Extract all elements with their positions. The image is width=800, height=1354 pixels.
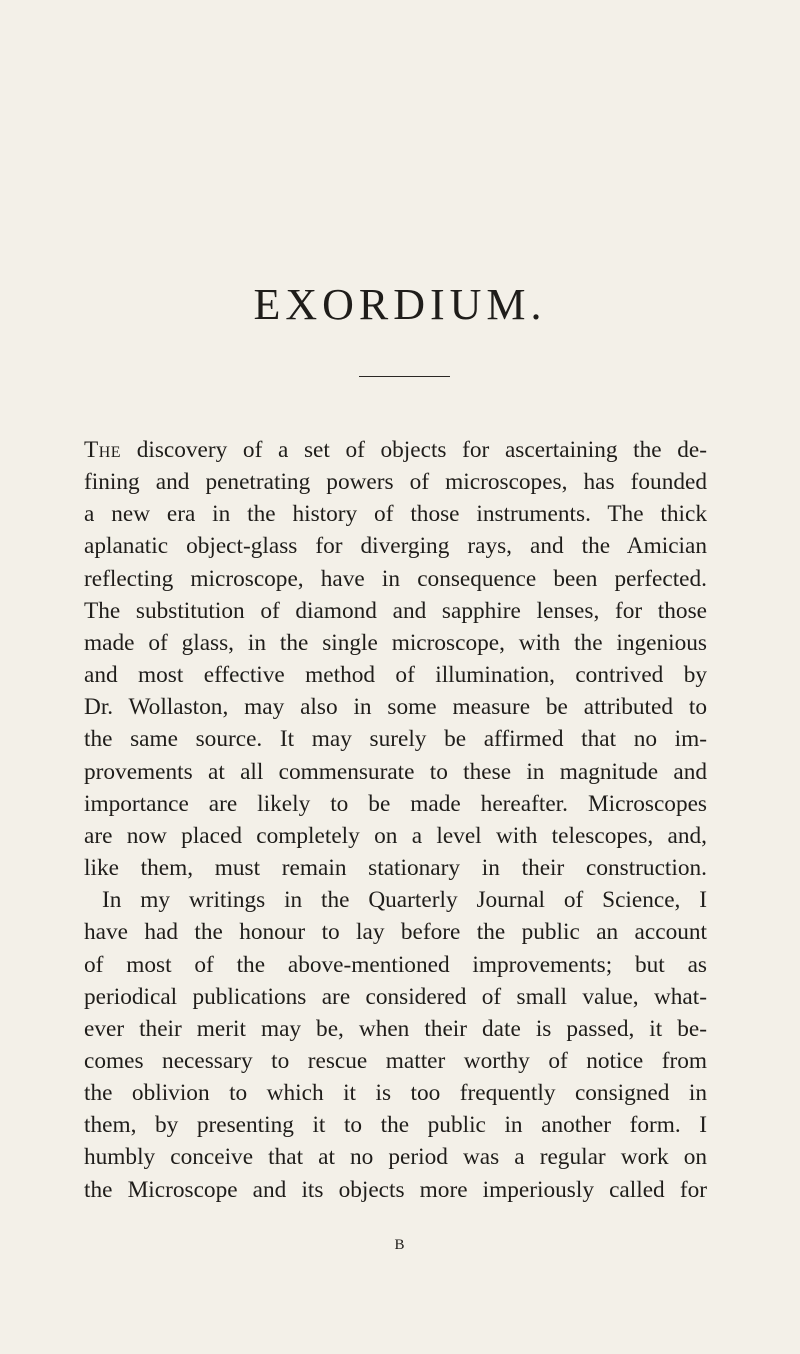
text-line: In my writings in the Quarterly Journal of Science, I <box>102 887 707 914</box>
text-line: Dr. Wollaston, may also in some measure be attributed to <box>84 694 707 721</box>
text-line: reflecting microscope, have in consequence been perfected. <box>84 565 707 592</box>
signature-mark: B <box>394 1237 406 1253</box>
text-line: them, by presenting it to the public in another form. I <box>84 1112 707 1139</box>
text-line: The substitution of diamond and sapphire lenses, for those <box>84 597 707 624</box>
chapter-heading: EXORDIUM. <box>253 280 547 329</box>
text-line: made of glass, in the single microscope, with the ingenious <box>84 629 707 656</box>
text-line: fining and penetrating powers of microscopes, has founded <box>84 469 707 496</box>
text-line: a new era in the history of those instruments. The thick <box>84 501 707 528</box>
text-line: humbly conceive that at no period was a regular work on <box>84 1144 707 1171</box>
text-line: and most effective method of illumination, contrived by <box>84 662 707 689</box>
text-line: have had the honour to lay before the public an account <box>84 919 707 946</box>
paragraph-lead-word: The <box>84 437 122 463</box>
text-line: of most of the above-mentioned improvements; but as <box>84 951 707 978</box>
text-line: the oblivion to which it is too frequently consigned in <box>84 1080 707 1107</box>
text-line: importance are likely to be made hereafter. Microscopes <box>84 790 707 817</box>
text-line: are now placed completely on a level with telescopes, and, <box>84 822 707 849</box>
text-line: aplanatic object-glass for diverging rays, and the Amician <box>84 533 707 560</box>
text-line: like them, must remain stationary in their construction. <box>84 855 707 882</box>
text-line: ever their merit may be, when their date is passed, it be- <box>84 1015 707 1042</box>
heading-rule <box>359 376 450 377</box>
text-line: the same source. It may surely be affirmed that no im- <box>84 726 707 753</box>
body-text <box>84 434 707 1206</box>
text-line: the Microscope and its objects more imperiously called for <box>84 1176 707 1203</box>
text-line: periodical publications are considered of small value, what- <box>84 983 707 1010</box>
text-line: The discovery of a set of objects for ascertaining the de- <box>84 437 707 463</box>
text-line: comes necessary to rescue matter worthy of notice from <box>84 1047 707 1074</box>
text-line: provements at all commensurate to these in magnitude and <box>84 758 707 785</box>
